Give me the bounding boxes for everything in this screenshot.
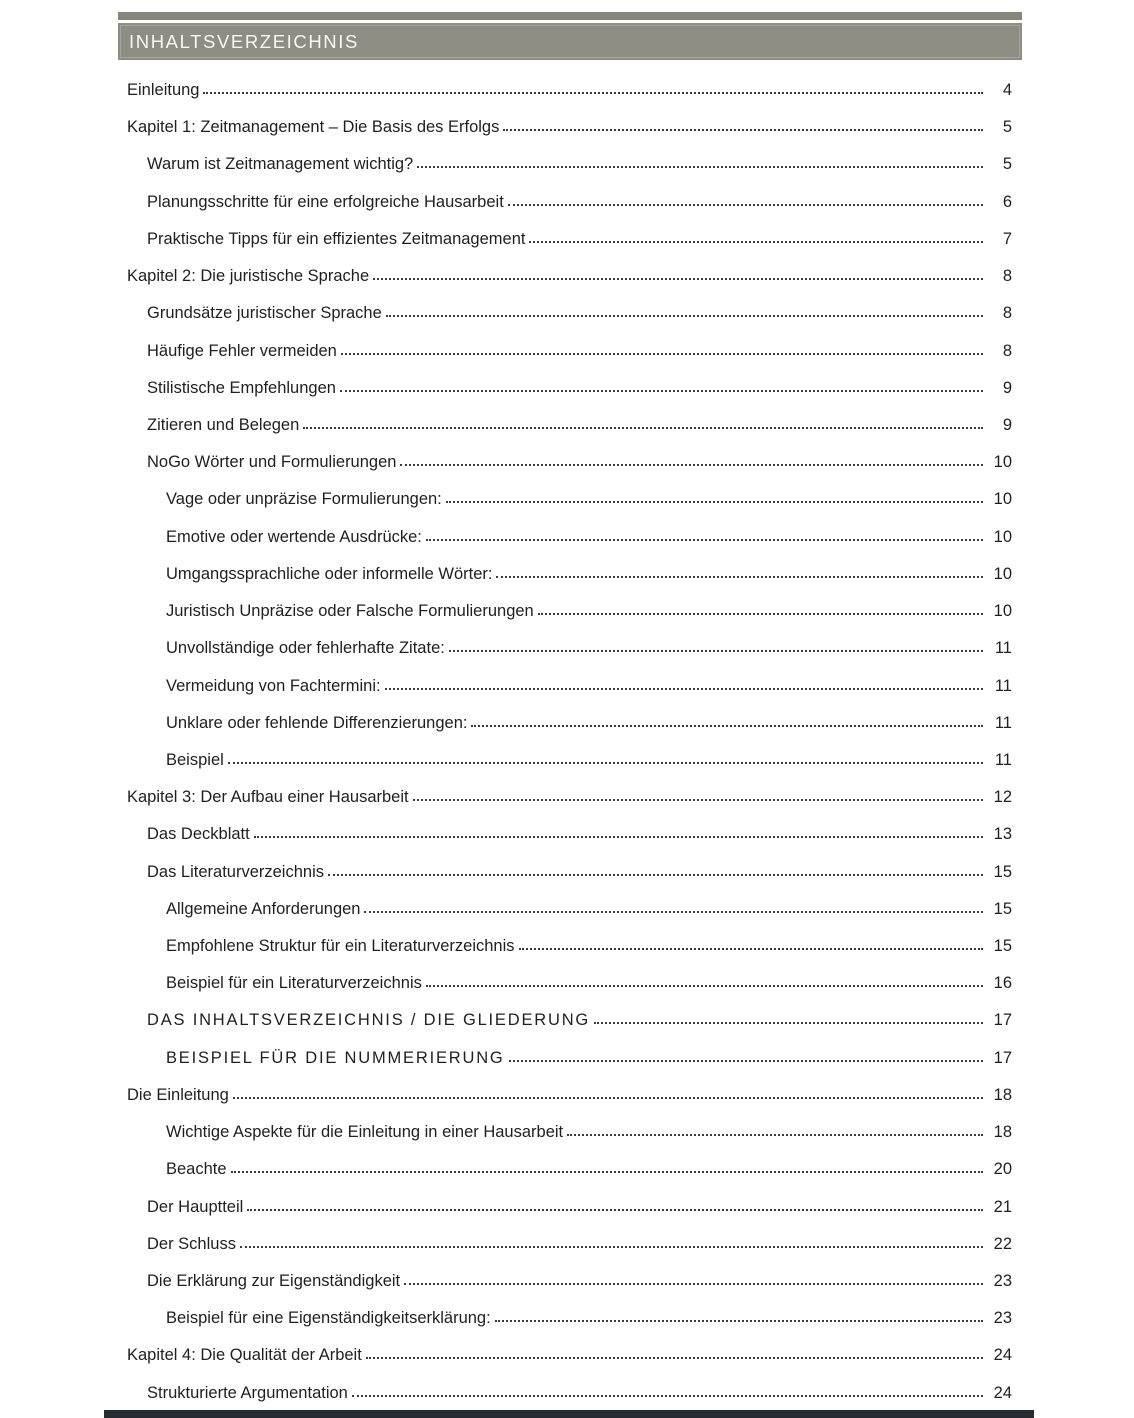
toc-entry-label: Vage oder unpräzise Formulierungen: <box>166 490 442 509</box>
toc-entry[interactable] <box>118 556 1012 593</box>
toc-entry[interactable] <box>118 965 1012 1002</box>
toc-entry-label: Juristisch Unpräzise oder Falsche Formulierungen <box>166 602 534 621</box>
toc-dot-leader <box>426 985 983 987</box>
toc-entry-page-number: 8 <box>1002 341 1012 360</box>
toc-entry-page-number: 7 <box>1002 229 1012 248</box>
toc-dot-leader <box>303 427 983 429</box>
toc-dot-leader <box>247 1209 983 1211</box>
toc-entry[interactable] <box>118 72 1012 109</box>
toc-entry-page-number: 5 <box>1002 118 1012 137</box>
toc-dot-leader <box>340 390 983 392</box>
toc-entry-label: Kapitel 1: Zeitmanagement – Die Basis des Erfolgs <box>127 118 500 137</box>
toc-entry[interactable] <box>118 370 1012 407</box>
toc-entry[interactable] <box>118 1040 1012 1077</box>
toc-dot-leader <box>364 911 983 913</box>
toc-entry-label: Umgangssprachliche oder informelle Wörter: <box>166 564 493 583</box>
toc-entry-page-number: 16 <box>993 974 1012 993</box>
toc-dot-leader <box>240 1246 983 1248</box>
toc-entry[interactable] <box>118 1263 1012 1300</box>
toc-entry[interactable] <box>118 705 1012 742</box>
toc-entry[interactable] <box>118 109 1012 146</box>
toc-entry-page-number: 21 <box>993 1197 1012 1216</box>
toc-dot-leader <box>446 501 983 503</box>
toc-entry-label: Empfohlene Struktur für ein Literaturverzeichnis <box>166 937 515 956</box>
toc-entry-page-number: 12 <box>993 788 1012 807</box>
toc-entry-page-number: 17 <box>993 1048 1012 1067</box>
toc-entry[interactable] <box>118 1077 1012 1114</box>
toc-entry-page-number: 11 <box>994 639 1012 658</box>
toc-entry[interactable] <box>118 1189 1012 1226</box>
toc-entry-page-number: 15 <box>993 937 1012 956</box>
toc-entry-label: Unklare oder fehlende Differenzierungen: <box>166 713 468 732</box>
toc-entry-page-number: 8 <box>1002 267 1012 286</box>
section-header-bar <box>118 23 1022 60</box>
toc-entry-page-number: 18 <box>993 1085 1012 1104</box>
toc-entry-label: Beachte <box>166 1160 227 1179</box>
toc-entry[interactable] <box>118 1114 1012 1151</box>
toc-dot-leader <box>366 1357 983 1359</box>
toc-entry-page-number: 10 <box>993 564 1012 583</box>
toc-entry-page-number: 20 <box>993 1160 1012 1179</box>
toc-dot-leader <box>231 1171 983 1173</box>
toc-entry-page-number: 10 <box>993 602 1012 621</box>
toc-entry[interactable] <box>118 928 1012 965</box>
toc-entry[interactable] <box>118 184 1012 221</box>
toc-entry[interactable] <box>118 295 1012 332</box>
toc-entry-page-number: 9 <box>1002 378 1012 397</box>
toc-entry-page-number: 11 <box>994 750 1012 769</box>
toc-dot-leader <box>509 1060 983 1062</box>
toc-entry-label: Kapitel 3: Der Aufbau einer Hausarbeit <box>127 788 409 807</box>
toc-entry-page-number: 15 <box>993 862 1012 881</box>
toc-dot-leader <box>417 166 983 168</box>
toc-entry-label: Strukturierte Argumentation <box>147 1383 348 1402</box>
toc-entry-label: Stilistische Empfehlungen <box>147 378 336 397</box>
toc-entry-label: Einleitung <box>127 81 200 99</box>
toc-entry-label: Praktische Tipps für ein effizientes Zeitmanagement <box>147 229 526 248</box>
toc-entry-page-number: 18 <box>993 1123 1012 1142</box>
toc-entry[interactable] <box>118 1300 1012 1337</box>
toc-entry[interactable] <box>118 779 1012 816</box>
toc-entry-label: Häufige Fehler vermeiden <box>147 341 337 360</box>
toc-entry-label: NoGo Wörter und Formulierungen <box>147 453 397 472</box>
toc-dot-leader <box>426 539 983 541</box>
toc-entry[interactable] <box>118 593 1012 630</box>
toc-dot-leader <box>496 576 983 578</box>
toc-entry[interactable] <box>118 891 1012 928</box>
toc-entry[interactable] <box>118 333 1012 370</box>
toc-entry-page-number: 6 <box>1002 192 1012 211</box>
toc-entry-page-number: 24 <box>993 1346 1012 1365</box>
toc-entry-label: Grundsätze juristischer Sprache <box>147 304 382 323</box>
toc-entry[interactable] <box>118 481 1012 518</box>
toc-entry[interactable] <box>118 668 1012 705</box>
toc-entry-label: Warum ist Zeitmanagement wichtig? <box>147 155 414 174</box>
toc-entry[interactable] <box>118 519 1012 556</box>
toc-dot-leader <box>373 278 983 280</box>
toc-entry-label: Das Deckblatt <box>147 825 250 844</box>
toc-entry-page-number: 10 <box>993 527 1012 546</box>
toc-dot-leader <box>495 1320 983 1322</box>
toc-entry[interactable] <box>118 1151 1012 1188</box>
next-section-bar <box>104 1410 1034 1418</box>
toc-entry-label: Das Literaturverzeichnis <box>147 862 324 881</box>
toc-entry-label: Allgemeine Anforderungen <box>166 899 361 918</box>
toc-entry-page-number: 9 <box>1002 415 1012 434</box>
toc-entry[interactable] <box>118 146 1012 183</box>
toc-dot-leader <box>386 315 983 317</box>
toc-dot-leader <box>449 650 983 652</box>
toc-entry[interactable] <box>118 1375 1012 1412</box>
toc-entry[interactable] <box>118 1002 1012 1039</box>
toc-dot-leader <box>567 1134 983 1136</box>
toc-entry-label: Der Hauptteil <box>147 1197 244 1216</box>
toc-entry-label: BEISPIEL FÜR DIE NUMMERIERUNG <box>166 1048 505 1067</box>
toc-dot-leader <box>538 613 983 615</box>
toc-dot-leader <box>519 948 984 950</box>
toc-dot-leader <box>328 874 983 876</box>
toc-entry-page-number: 8 <box>1002 304 1012 323</box>
toc-entry-label: Der Schluss <box>147 1234 236 1253</box>
toc-entry[interactable] <box>118 407 1012 444</box>
toc-entry[interactable] <box>118 742 1012 779</box>
toc-entry-page-number: 23 <box>993 1309 1012 1328</box>
toc-dot-leader <box>254 836 983 838</box>
toc-dot-leader <box>228 762 983 764</box>
toc-dot-leader <box>529 241 983 243</box>
toc-entry-page-number: 22 <box>993 1234 1012 1253</box>
toc-entry[interactable] <box>118 221 1012 258</box>
toc-dot-leader <box>471 725 983 727</box>
toc-entry-label: Wichtige Aspekte für die Einleitung in einer Hausarbeit <box>166 1123 564 1142</box>
toc-entry[interactable] <box>118 630 1012 667</box>
toc-entry[interactable] <box>118 854 1012 891</box>
toc-entry-label: Zitieren und Belegen <box>147 415 300 434</box>
toc-dot-leader <box>352 1395 983 1397</box>
toc-entry-label: Beispiel <box>166 750 224 769</box>
toc-entry-page-number: 10 <box>993 490 1012 509</box>
toc-entry-page-number: 11 <box>994 676 1012 695</box>
toc-entry-page-number: 4 <box>1002 81 1012 99</box>
section-header-top-strip <box>118 12 1022 20</box>
toc-entry-page-number: 11 <box>994 713 1012 732</box>
toc-entry-label: Planungsschritte für eine erfolgreiche Hausarbeit <box>147 192 504 211</box>
toc-entry[interactable] <box>118 816 1012 853</box>
toc-dot-leader <box>233 1097 983 1099</box>
toc-entry[interactable] <box>118 1226 1012 1263</box>
page-title: INHALTSVERZEICHNIS <box>129 31 359 52</box>
toc-entry-page-number: 17 <box>993 1011 1012 1030</box>
toc-dot-leader <box>503 129 983 131</box>
toc-entry-page-number: 5 <box>1002 155 1012 174</box>
toc-entry-label: Vermeidung von Fachtermini: <box>166 676 381 695</box>
toc-entry-page-number: 13 <box>993 825 1012 844</box>
toc-entry[interactable] <box>118 1337 1012 1374</box>
toc-entry-label: Kapitel 4: Die Qualität der Arbeit <box>127 1346 362 1365</box>
toc-dot-leader <box>594 1022 983 1024</box>
table-of-contents <box>118 72 1012 1412</box>
toc-entry-page-number: 10 <box>993 453 1012 472</box>
toc-entry-label: Kapitel 2: Die juristische Sprache <box>127 267 370 286</box>
toc-entry-label: Beispiel für ein Literaturverzeichnis <box>166 974 422 993</box>
toc-entry-label: Emotive oder wertende Ausdrücke: <box>166 527 422 546</box>
toc-entry[interactable] <box>118 258 1012 295</box>
toc-entry-label: DAS INHALTSVERZEICHNIS / DIE GLIEDERUNG <box>147 1011 591 1030</box>
toc-dot-leader <box>508 204 983 206</box>
toc-entry-label: Beispiel für eine Eigenständigkeitserklärung: <box>166 1309 491 1328</box>
toc-dot-leader <box>385 688 983 690</box>
toc-dot-leader <box>404 1283 983 1285</box>
toc-entry[interactable] <box>118 444 1012 481</box>
toc-dot-leader <box>341 353 983 355</box>
toc-entry-label: Die Einleitung <box>127 1085 229 1104</box>
toc-dot-leader <box>400 464 983 466</box>
toc-entry-label: Die Erklärung zur Eigenständigkeit <box>147 1272 401 1290</box>
toc-entry-page-number: 23 <box>993 1272 1012 1290</box>
toc-entry-page-number: 24 <box>993 1383 1012 1402</box>
toc-dot-leader <box>413 799 983 801</box>
toc-entry-page-number: 15 <box>993 899 1012 918</box>
toc-entry-label: Unvollständige oder fehlerhafte Zitate: <box>166 639 445 658</box>
toc-dot-leader <box>203 92 983 94</box>
